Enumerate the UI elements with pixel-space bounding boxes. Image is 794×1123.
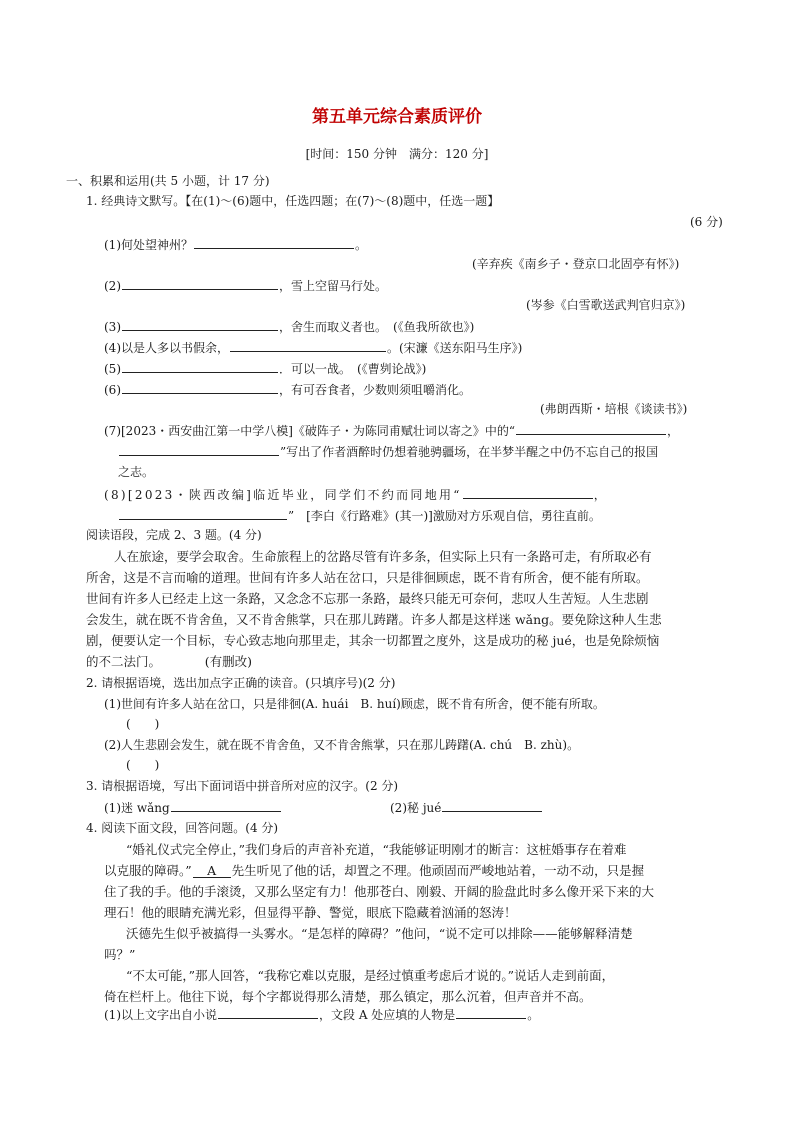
q4-item1-text2: ，文段 A 处应填的人物是 [319, 1008, 456, 1022]
q1-item6-num: (6) [104, 383, 121, 397]
answer-blank[interactable] [463, 486, 593, 499]
q1-item3 [104, 318, 474, 335]
passage-line: 的不二法门。 (有删改) [86, 654, 253, 669]
q4-stem: 4. 阅读下面文段，回答问题。(4 分) [86, 821, 279, 835]
passage-text: 以克服的障碍。” [104, 863, 192, 878]
passage-text: 先生听见了他的话，却置之不理。他顽固而严峻地站着，一动不动，只是握 [231, 863, 645, 878]
q1-item6-text: ，有可吞食者，少数则须咀嚼消化。 [279, 383, 472, 397]
q3-stem: 3. 请根据语境，写出下面词语中拼音所对应的汉字。(2 分) [86, 779, 399, 793]
passage-line: 所舍，这是不言而喻的道理。世间有许多人站在岔口，只是徘徊顾虑，既不肯有所舍，便不能有所取。 [86, 570, 649, 585]
answer-blank[interactable] [119, 507, 287, 520]
q3-item1-text: (1)迷 wǎng [104, 801, 170, 815]
q1-item7-comma: ， [667, 424, 680, 438]
answer-blank[interactable] [122, 277, 278, 290]
answer-paren[interactable]: ( ) [126, 758, 160, 772]
passage-line: “婚礼仪式完全停止，”我们身后的声音补充道，“我能够证明刚才的断言：这桩婚事存在着难 [126, 842, 627, 857]
passage-line [104, 860, 722, 881]
q1-item6 [104, 381, 471, 398]
q2-stem: 2. 请根据语境，选出加点字正确的读音。(只填序号)(2 分) [86, 676, 396, 690]
answer-blank[interactable] [122, 360, 278, 373]
q1-item7-desc: ”写出了作者酒醉时仍想着驰骋疆场，在半梦半醒之中仍不忘自己的报国 [280, 445, 659, 459]
q1-item7-text: (7)[2023・西安曲江第一中学八模]《破阵子・为陈同甫赋壮词以寄之》中的“ [104, 424, 516, 438]
answer-blank[interactable] [516, 422, 666, 435]
q1-item7-line2 [118, 443, 658, 460]
q4-item1 [104, 1006, 539, 1023]
answer-blank[interactable] [171, 799, 281, 812]
answer-blank-a[interactable] [193, 864, 231, 878]
q1-item7-line3: 之志。 [118, 465, 155, 479]
passage-line: 人在旅途，要学会取舍。生命旅程上的岔路尽管有许多条，但实际上只有一条路可走，有所取必有 [114, 549, 652, 564]
passage-line: “不太可能，”那人回答，“我称它难以克服，是经过慎重考虑后才说的。”说话人走到前面， [126, 968, 615, 983]
passage-line: 剧，便要认定一个目标，专心致志地向那里走，其余一切都置之度外，这是成功的秘 jué，也是免除烦恼 [86, 633, 660, 648]
q3-item1 [104, 799, 282, 816]
answer-blank[interactable] [122, 318, 278, 331]
q1-item8-line2 [118, 507, 601, 524]
q1-item6-source: (弗朗西斯・培根《谈读书》) [540, 402, 688, 416]
answer-blank[interactable] [230, 339, 386, 352]
q1-item5-text: ．可以一战。 (《曹刿论战》) [279, 362, 427, 376]
answer-blank[interactable] [218, 1006, 318, 1019]
passage-line: 倚在栏杆上。他往下说，每个字都说得那么清楚，那么镇定，那么沉着，但声音并不高。 [104, 989, 592, 1004]
q1-item8-comma: ， [593, 488, 609, 502]
passage-line: 沃德先生似乎被搞得一头雾水。“是怎样的障碍？”他问，“说不定可以排除——能够解释清楚 [126, 926, 633, 941]
q4-item1-end: 。 [527, 1008, 540, 1022]
q1-item2 [104, 277, 387, 294]
exam-info: [时间：150 分钟 满分：120 分] [305, 147, 489, 161]
q1-item3-num: (3) [104, 320, 121, 334]
q1-item5-num: (5) [104, 362, 121, 376]
q1-stem: 1. 经典诗文默写。【在(1)～(6)题中，任选四题；在(7)～(8)题中，任选一题】 [86, 194, 500, 208]
answer-blank[interactable] [122, 381, 278, 394]
q1-item8-desc: ” [李白《行路难》(其一)]激励对方乐观自信，勇往直前。 [288, 509, 601, 523]
q1-item8-text: (8)[2023・陕西改编]临近毕业，同学们不约而同地用“ [104, 488, 462, 502]
q4-passage [104, 839, 722, 1007]
answer-blank[interactable] [456, 1006, 526, 1019]
q3-item2 [390, 799, 543, 816]
passage-line: 住了我的手。他的手滚烫，又那么坚定有力！他那苍白、刚毅、开阔的脸盘此时多么像开采下来的大 [104, 884, 655, 899]
q1-item1-end: 。 [355, 238, 368, 252]
q2-item1: (1)世间有许多人站在岔口，只是徘徊(A. huái B. huí)顾虑，既不肯有所舍，便不能有所取。 [104, 697, 605, 711]
q1-item4 [104, 339, 522, 356]
passage-line: 理石！他的眼睛充满光彩，但显得平静、警觉，眼底下隐藏着汹涌的怒涛！ [104, 905, 517, 920]
answer-blank[interactable] [119, 443, 279, 456]
q1-item2-source: (岑参《白雪歌送武判官归京》) [526, 298, 686, 312]
blank-label: A [207, 863, 217, 878]
q1-item2-text: ，雪上空留马行处。 [279, 279, 388, 293]
page-title: 第五单元综合素质评价 [312, 107, 482, 127]
passage-line: 会发生，就在既不肯舍鱼，又不肯舍熊掌，只在那儿踌躇。许多人都是这样迷 wǎng。要免除这种人生悲 [86, 612, 662, 627]
q3-item2-text: (2)秘 jué [390, 801, 442, 815]
section-heading: 一、积累和运用(共 5 小题，计 17 分) [66, 174, 270, 188]
q1-item8-line1 [104, 486, 608, 503]
q1-item2-num: (2) [104, 279, 121, 293]
q1-item4-source: 。(宋濂《送东阳马生序》) [387, 341, 523, 355]
reading-intro: 阅读语段，完成 2、3 题。(4 分) [86, 528, 262, 542]
q1-item5 [104, 360, 426, 377]
q1-score: (6 分) [690, 215, 723, 229]
reading-passage [86, 546, 722, 672]
passage-line: 世间有许多人已经走上这一条路，又念念不忘那一条路，最终只能无可奈何，悲叹人生苦短。人生悲剧 [86, 591, 649, 606]
passage-line: 吗？” [104, 947, 136, 962]
q1-item1-text: (1)何处望神州？ [104, 238, 193, 252]
q1-item7-line1 [104, 422, 679, 439]
q1-item3-text: ，舍生而取义者也。 (《鱼我所欲也》) [279, 320, 475, 334]
q4-item1-text: (1)以上文字出自小说 [104, 1008, 217, 1022]
answer-blank[interactable] [442, 799, 542, 812]
q2-item2: (2)人生悲剧会发生，就在既不肯舍鱼，又不肯舍熊掌，只在那儿踌躇(A. chú B. zhù)。 [104, 738, 580, 752]
answer-paren[interactable]: ( ) [126, 717, 160, 731]
q1-item4-text: (4)以是人多以书假余， [104, 341, 229, 355]
q1-item1-source: (辛弃疾《南乡子・登京口北固亭有怀》) [472, 257, 680, 271]
answer-blank[interactable] [194, 236, 354, 249]
q1-item1 [104, 236, 367, 253]
